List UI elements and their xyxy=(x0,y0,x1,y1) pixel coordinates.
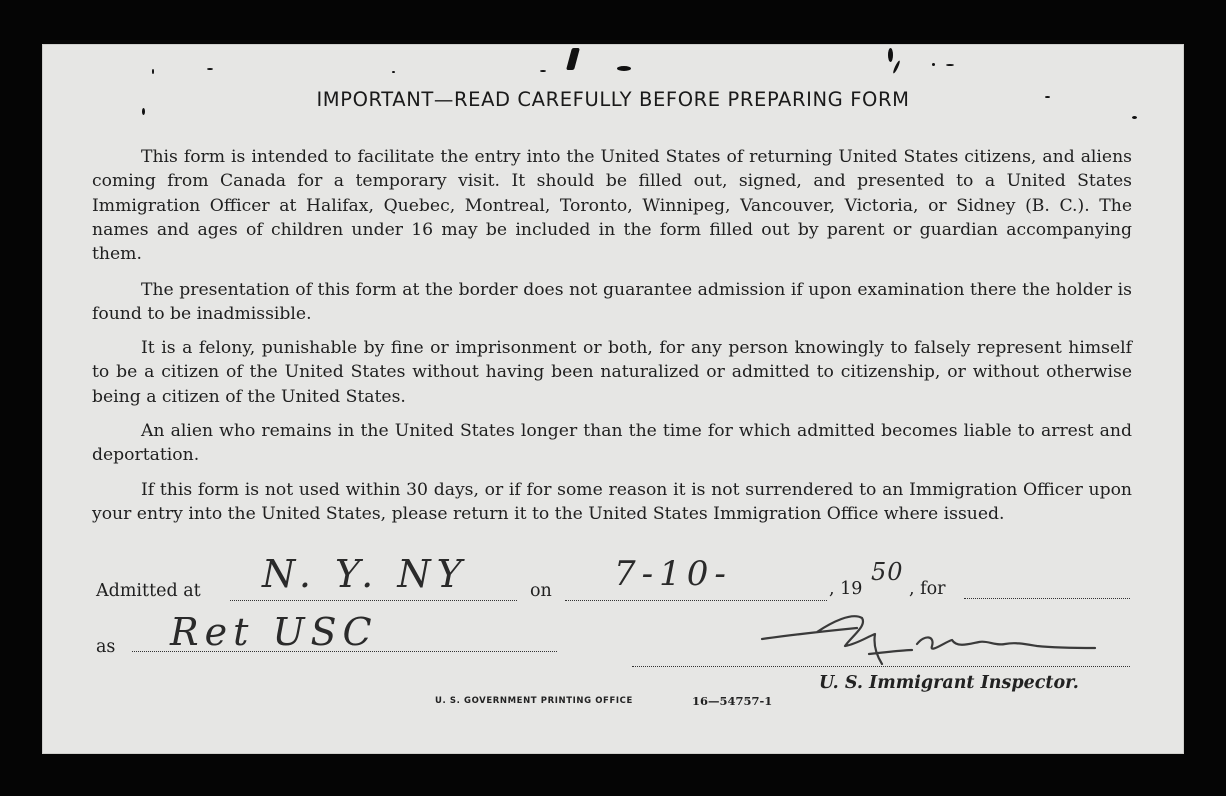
signature-line xyxy=(632,666,1130,667)
scan-speck xyxy=(540,70,546,72)
paragraph-felony: It is a felony, punishable by fine or imprisonment or both, for any person knowingly to falsely represent himself to be a citizen of the United States without having been naturalized or admitted to citizenship, or without otherwise being a citizen of the United States. xyxy=(92,338,1132,407)
admitted-at-line xyxy=(230,600,517,601)
scan-speck xyxy=(888,48,893,62)
form-number: 16—54757-1 xyxy=(692,694,773,708)
admitted-at-label: Admitted at xyxy=(96,581,201,601)
immigration-form-card xyxy=(42,44,1184,754)
scan-speck xyxy=(617,66,631,71)
paragraph-purpose: This form is intended to facilitate the entry into the United States of returning United States citizens, and aliens coming from Canada for a temporary visit. It should be filled out, signed, and presented to a United States Immigration Officer at Halifax, Quebec, Montreal, Toronto, Winnipeg, Vancouver, Victoria, or Sidney (B. C.). The names and ages of children under 16 may be included in the form filled out by parent or guardian accompanying them. xyxy=(92,147,1132,265)
paragraph-return: If this form is not used within 30 days, or if for some reason it is not surrendered to an Immigration Officer upon your entry into the United States, please return it to the United States Immigration Office where issued. xyxy=(92,480,1132,525)
scan-speck xyxy=(566,48,580,70)
year-prefix: , 19 xyxy=(829,579,863,599)
as-handwriting: Ret USC xyxy=(170,610,378,654)
date-line xyxy=(565,600,827,601)
paragraph-deportation: An alien who remains in the United States longer than the time for which admitted becomes liable to arrest and deportation. xyxy=(92,421,1132,466)
admitted-at-handwriting: N. Y. NY xyxy=(262,552,468,596)
scan-speck xyxy=(1132,116,1137,119)
for-line xyxy=(964,598,1130,599)
scan-speck xyxy=(207,68,213,70)
scan-speck xyxy=(892,60,901,74)
date-handwriting: 7-10- xyxy=(614,554,732,594)
scan-speck xyxy=(932,63,935,66)
inspector-signature xyxy=(757,604,1097,674)
scan-speck xyxy=(152,69,154,74)
scan-speck xyxy=(392,71,395,73)
as-label: as xyxy=(96,637,116,657)
form-heading: IMPORTANT—READ CAREFULLY BEFORE PREPARING FORM xyxy=(316,88,910,111)
for-label: , for xyxy=(909,579,946,599)
inspector-title: U. S. Immigrant Inspector. xyxy=(819,673,1079,693)
paragraph-admission: The presentation of this form at the border does not guarantee admission if upon examination there the holder is found to be inadmissible. xyxy=(92,280,1132,325)
on-label: on xyxy=(530,581,552,601)
printer-imprint: U. S. GOVERNMENT PRINTING OFFICE xyxy=(435,696,633,706)
year-handwriting: 50 xyxy=(871,558,904,586)
scan-speck xyxy=(946,64,954,66)
